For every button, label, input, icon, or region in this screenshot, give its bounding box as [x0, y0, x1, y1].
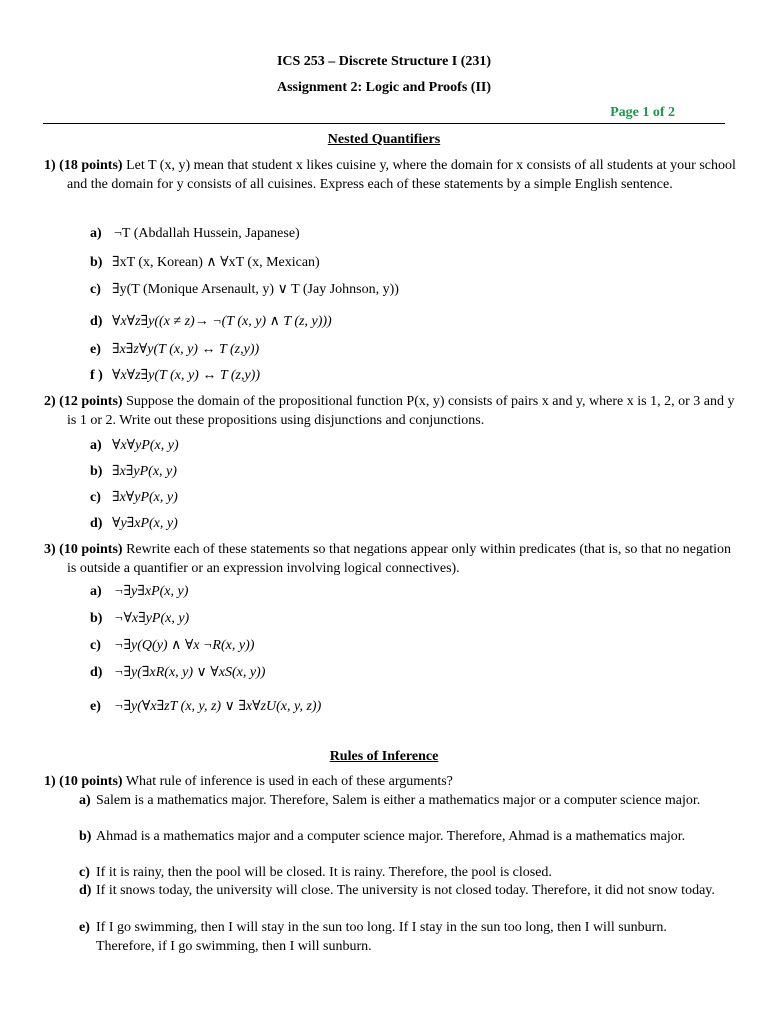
q3-item-d: [90, 664, 265, 682]
item-text: ∃y(T (Monique Arsenault, y) ∨ T (Jay Johnson, y)): [112, 282, 399, 297]
r1-item-b: [79, 828, 719, 847]
item-text: ∃x∀yP(x, y): [112, 490, 178, 505]
item-text: ∃x∃z∀y(T (x, y) ↔ T (z,y)): [112, 342, 260, 357]
question-points: (18 points): [59, 158, 123, 173]
r1-item-e: [79, 919, 719, 956]
question-points: (10 points): [59, 774, 123, 789]
item-text: Salem is a mathematics major. Therefore, Salem is either a mathematics major or a computer science major.: [96, 793, 701, 808]
r1-item-d: [79, 882, 719, 901]
item-label: e): [90, 342, 101, 357]
q3-item-e: [90, 698, 321, 716]
question-text: Let T (x, y) mean that student x likes cuisine y, where the domain for x consists of all students at your school and the domain for y consists of all cuisines. Express each of these statements by a simple English sentence.: [67, 158, 736, 192]
item-label: a): [90, 438, 102, 453]
q1-item-e: [90, 341, 259, 359]
q1-item-c: [90, 281, 399, 299]
page-number: Page 1 of 2: [610, 105, 675, 120]
q1-item-d: [90, 313, 332, 331]
item-text: ¬∃y(∀x∃zT (x, y, z) ∨ ∃x∀zU(x, y, z)): [114, 699, 322, 714]
item-label: d): [79, 883, 92, 898]
item-label: c): [90, 490, 101, 505]
item-label: d): [90, 516, 103, 531]
q3-item-a: [90, 583, 188, 601]
item-text: ¬∀x∃yP(x, y): [114, 611, 190, 626]
item-label: b): [90, 611, 103, 626]
item-label: c): [90, 638, 101, 653]
item-label: b): [90, 464, 103, 479]
section-heading-label: Rules of Inference: [329, 749, 439, 764]
item-text: ∀x∀yP(x, y): [112, 438, 179, 453]
question-2: [44, 393, 743, 430]
q3-item-c: [90, 637, 254, 655]
assignment-title: Assignment 2: Logic and Proofs (II): [276, 80, 492, 95]
q1-item-b: [90, 254, 320, 272]
item-label: a): [90, 226, 102, 241]
question-number: 2): [44, 394, 56, 409]
item-label: b): [79, 829, 92, 844]
q2-item-d: [90, 515, 178, 533]
item-label: c): [90, 282, 101, 297]
item-text: ∀y∃xP(x, y): [112, 516, 178, 531]
item-label: d): [90, 314, 103, 329]
question-points: (10 points): [59, 542, 123, 557]
q1-item-a: [90, 225, 300, 243]
item-text: If it is rainy, then the pool will be closed. It is rainy. Therefore, the pool is closed.: [96, 865, 552, 880]
item-label: b): [90, 255, 103, 270]
question-number: 1): [44, 158, 56, 173]
item-text: If I go swimming, then I will stay in the sun too long. If I stay in the sun too long, then I will sunburn. Therefore, if I go swimming, then I will sunburn.: [96, 920, 667, 954]
question-points: (12 points): [59, 394, 123, 409]
q2-item-a: [90, 437, 179, 455]
section-heading-rules-of-inference: [0, 749, 768, 765]
question-number: 1): [44, 774, 56, 789]
item-text: ¬∃y∃xP(x, y): [114, 584, 189, 599]
item-label: a): [90, 584, 102, 599]
item-text: ∃xT (x, Korean) ∧ ∀xT (x, Mexican): [112, 255, 320, 270]
section-heading-label: Nested Quantifiers: [327, 132, 441, 147]
item-label: d): [90, 665, 103, 680]
question-text: Rewrite each of these statements so that negations appear only within predicates (that is, so that no negation is outside a quantifier or an expression involving logical connectives).: [67, 542, 732, 576]
item-text: ∀x∀z∃y((x ≠ z)→ ¬(T (x, y) ∧ T (z, y))): [112, 314, 332, 329]
item-text: Ahmad is a mathematics major and a computer science major. Therefore, Ahmad is a mathematics major.: [96, 829, 686, 844]
q2-item-b: [90, 463, 177, 481]
q3-item-b: [90, 610, 189, 628]
question-3: [44, 541, 743, 578]
rules-question-1: [44, 773, 743, 792]
item-text: ∃x∃yP(x, y): [112, 464, 177, 479]
q1-item-f: [90, 367, 260, 385]
item-text: ∀x∀z∃y(T (x, y) ↔ T (z,y)): [112, 368, 260, 383]
item-label: f ): [90, 368, 103, 383]
course-title: ICS 253 – Discrete Structure I (231): [276, 54, 492, 69]
question-text: What rule of inference is used in each of these arguments?: [122, 774, 453, 789]
section-heading-nested-quantifiers: [0, 132, 768, 148]
question-1: [44, 157, 743, 194]
item-label: e): [79, 920, 90, 935]
r1-item-a: [79, 792, 719, 811]
question-number: 3): [44, 542, 56, 557]
item-text: ¬∃y(Q(y) ∧ ∀x ¬R(x, y)): [114, 638, 255, 653]
question-text: Suppose the domain of the propositional function P(x, y) consists of pairs x and y, where x is 1, 2, or 3 and y is 1 or 2. Write out these propositions using disjunctions and conjunctions.: [67, 394, 735, 428]
r1-item-c: [79, 864, 719, 883]
item-text: ¬T (Abdallah Hussein, Japanese): [114, 226, 300, 241]
item-text: ¬∃y(∃xR(x, y) ∨ ∀xS(x, y)): [114, 665, 266, 680]
item-label: a): [79, 793, 91, 808]
q2-item-c: [90, 489, 178, 507]
item-label: e): [90, 699, 101, 714]
header-divider: [43, 123, 725, 124]
item-label: c): [79, 865, 90, 880]
item-text: If it snows today, the university will close. The university is not closed today. Therefore, it did not snow today.: [96, 883, 715, 898]
